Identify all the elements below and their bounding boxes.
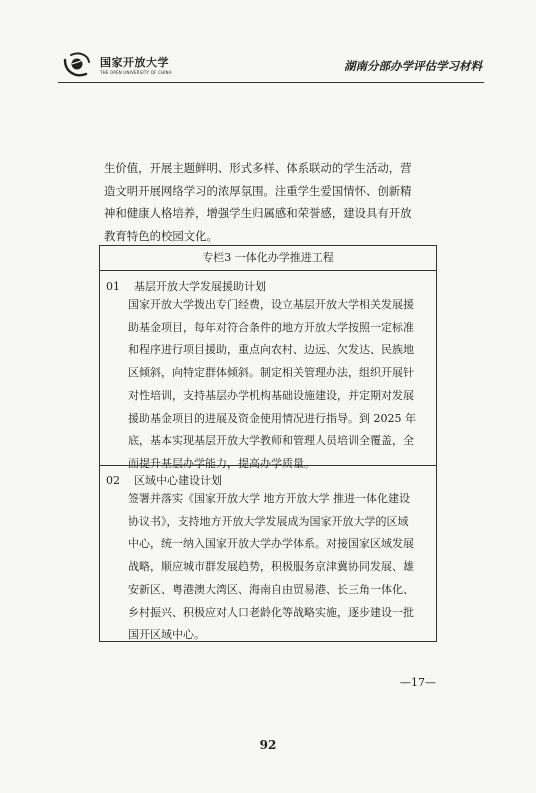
section-number: 02	[106, 474, 120, 487]
section-title: 基层开放大学发展援助计划	[134, 280, 266, 293]
university-logo-icon	[62, 50, 92, 78]
section-line: 底，基本实现基层开放大学教师和管理人员培训全覆盖，全	[128, 434, 414, 448]
section-line: 乡村振兴、积极应对人口老龄化等战略实施，逐步建设一批	[128, 605, 414, 619]
feature-box	[99, 245, 437, 642]
section-line: 安新区、粤港澳大湾区、海南自由贸易港、长三角一体化、	[128, 582, 414, 596]
intro-line: 造文明开展网络学习的浓厚氛围。注重学生爱国情怀、创新精	[104, 183, 412, 198]
section-body	[128, 294, 416, 476]
page-number-right: —17—	[400, 676, 436, 689]
page-header	[58, 42, 484, 86]
section-heading	[106, 278, 280, 294]
section-title: 区域中心建设计划	[134, 474, 222, 487]
section-body	[128, 488, 414, 647]
page-number-bottom: 92	[259, 738, 277, 752]
logo-english-name: THE OPEN UNIVERSITY OF CHINA	[100, 70, 172, 75]
section-line: 战略，顺应城市群发展趋势，积极服务京津冀协同发展、雄	[128, 560, 414, 574]
intro-paragraph	[104, 157, 434, 247]
section-line: 和程序进行项目援助，重点向农村、边远、欠发达、民族地	[128, 343, 414, 357]
header-title: 湖南分部办学评估学习材料	[344, 59, 482, 73]
section-line: 援助基金项目的进展及资金使用情况进行指导。到 2025 年	[128, 411, 416, 425]
header-rule	[58, 82, 484, 83]
section-divider	[100, 465, 436, 466]
section-line: 面提升基层办学能力，提高办学质量。	[128, 456, 315, 470]
section-line: 中心，统一纳入国家开放大学办学体系。对接国家区域发展	[128, 537, 414, 551]
box-title: 专栏3 一体化办学推进工程	[100, 246, 436, 271]
section-line: 国家开放大学拨出专门经费，设立基层开放大学相关发展援	[128, 298, 414, 311]
section-line: 对性培训，支持基层办学机构基础设施建设，并定期对发展	[128, 388, 414, 402]
section-line: 国开区域中心。	[128, 628, 205, 642]
section-line: 签署并落实《国家开放大学 地方开放大学 推进一体化建设	[128, 492, 410, 505]
intro-line: 生价值，开展主题鲜明、形式多样、体系联动的学生活动，营	[104, 161, 412, 175]
section-line: 协议书》，支持地方开放大学发展成为国家开放大学的区域	[128, 514, 409, 528]
section-heading	[106, 472, 236, 488]
section-line: 助基金项目，每年对符合条件的地方开放大学按照一定标准	[128, 320, 414, 334]
section-number: 01	[106, 280, 120, 293]
intro-line: 教育特色的校园文化。	[104, 228, 218, 243]
intro-line: 神和健康人格培养，增强学生归属感和荣誉感，建设具有开放	[104, 206, 412, 220]
section-line: 区倾斜，向特定群体倾斜。制定相关管理办法，组织开展针	[128, 366, 414, 380]
logo-chinese-name: 国家开放大学	[100, 56, 169, 69]
